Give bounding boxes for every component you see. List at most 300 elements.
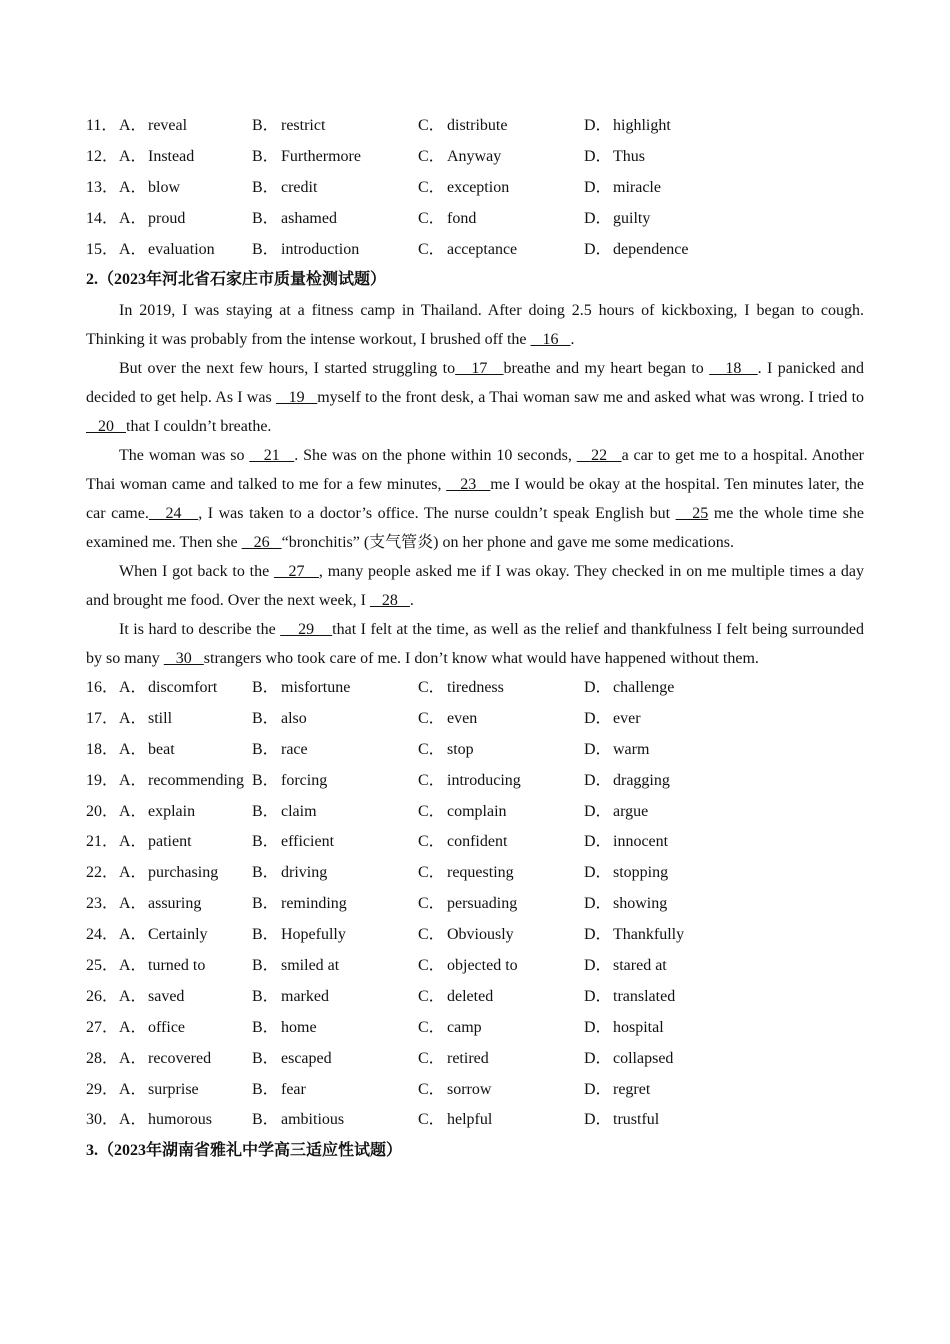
question-number: 26． bbox=[86, 987, 119, 1005]
option-letter: D． bbox=[584, 1049, 612, 1067]
option-d bbox=[584, 797, 750, 828]
question-number: 25． bbox=[86, 956, 119, 974]
option-letter: C． bbox=[418, 709, 445, 727]
option-a bbox=[119, 111, 252, 142]
question-row bbox=[86, 735, 864, 766]
option-letter: B． bbox=[252, 833, 279, 851]
option-letter: C． bbox=[418, 771, 445, 789]
option-text: sorrow bbox=[447, 1080, 492, 1098]
option-a bbox=[119, 142, 252, 173]
option-letter: A． bbox=[119, 1080, 147, 1098]
option-text: helpful bbox=[447, 1111, 493, 1129]
option-a bbox=[119, 797, 252, 828]
option-letter: B． bbox=[252, 987, 279, 1005]
option-text: recommending bbox=[148, 771, 244, 789]
option-text: Hopefully bbox=[281, 926, 346, 944]
option-letter: C． bbox=[418, 678, 445, 696]
option-d bbox=[584, 1075, 750, 1106]
passage-text: “bronchitis” (支气管炎) on her phone and gave me some medications. bbox=[281, 533, 734, 551]
option-letter: A． bbox=[119, 178, 147, 196]
option-text: credit bbox=[281, 178, 318, 196]
passage-paragraph bbox=[86, 296, 864, 354]
option-b bbox=[252, 827, 418, 858]
option-text: hospital bbox=[613, 1018, 664, 1036]
option-letter: B． bbox=[252, 709, 279, 727]
option-text: guilty bbox=[613, 209, 651, 227]
passage-paragraph bbox=[86, 441, 864, 557]
option-b bbox=[252, 920, 418, 951]
option-letter: D． bbox=[584, 956, 612, 974]
option-d bbox=[584, 1044, 750, 1075]
question-row bbox=[86, 173, 864, 204]
option-letter: B． bbox=[252, 740, 279, 758]
option-d bbox=[584, 204, 750, 235]
option-text: stop bbox=[447, 740, 474, 758]
option-letter: B． bbox=[252, 117, 279, 134]
option-c bbox=[418, 204, 584, 235]
question-row bbox=[86, 1105, 864, 1136]
question-number: 24． bbox=[86, 926, 119, 944]
option-letter: D． bbox=[584, 147, 612, 165]
option-a bbox=[119, 920, 252, 951]
cloze-blank: 20 bbox=[86, 417, 126, 435]
option-a bbox=[119, 1013, 252, 1044]
question-options-part2 bbox=[86, 673, 864, 1136]
option-d bbox=[584, 951, 750, 982]
option-a bbox=[119, 673, 252, 704]
option-letter: A． bbox=[119, 240, 147, 258]
option-letter: D． bbox=[584, 833, 612, 851]
option-a bbox=[119, 1075, 252, 1106]
option-letter: A． bbox=[119, 147, 147, 165]
option-text: saved bbox=[148, 987, 185, 1005]
passage-text: me I would be okay at the hospital. Ten minutes later, the car came. bbox=[86, 475, 865, 522]
passage-paragraph bbox=[86, 557, 864, 615]
option-text: stopping bbox=[613, 864, 669, 882]
option-text: regret bbox=[613, 1080, 651, 1098]
option-letter: B． bbox=[252, 864, 279, 882]
option-text: explain bbox=[148, 802, 196, 820]
option-c bbox=[418, 766, 584, 797]
option-d bbox=[584, 889, 750, 920]
passage-text: . bbox=[570, 330, 575, 348]
option-d bbox=[584, 142, 750, 173]
option-letter: B． bbox=[252, 1111, 279, 1129]
question-number: 29． bbox=[86, 1080, 119, 1098]
option-letter: D． bbox=[584, 740, 612, 758]
option-b bbox=[252, 982, 418, 1013]
option-d bbox=[584, 1013, 750, 1044]
option-letter: C． bbox=[418, 802, 445, 820]
option-c bbox=[418, 982, 584, 1013]
option-letter: A． bbox=[119, 802, 147, 820]
option-text: purchasing bbox=[148, 864, 219, 882]
option-letter: C． bbox=[418, 1049, 445, 1067]
question-row bbox=[86, 797, 864, 828]
passage-text: But over the next few hours, I started struggling to bbox=[119, 359, 456, 377]
cloze-blank: 28 bbox=[369, 591, 410, 609]
option-d bbox=[584, 704, 750, 735]
option-letter: C． bbox=[418, 740, 445, 758]
question-number: 27． bbox=[86, 1018, 119, 1036]
option-text: requesting bbox=[447, 864, 514, 882]
option-letter: A． bbox=[119, 956, 147, 974]
option-text: challenge bbox=[613, 678, 675, 696]
option-text: restrict bbox=[281, 117, 326, 134]
option-letter: A． bbox=[119, 987, 147, 1005]
option-letter: B． bbox=[252, 178, 279, 196]
option-c bbox=[418, 827, 584, 858]
cloze-passage bbox=[86, 296, 864, 673]
option-text: argue bbox=[613, 802, 649, 820]
option-letter: D． bbox=[584, 926, 612, 944]
option-text: smiled at bbox=[281, 956, 340, 974]
option-a bbox=[119, 1105, 252, 1136]
question-row bbox=[86, 858, 864, 889]
question-row bbox=[86, 1013, 864, 1044]
option-c bbox=[418, 920, 584, 951]
option-text: assuring bbox=[148, 895, 202, 913]
option-letter: B． bbox=[252, 802, 279, 820]
option-letter: B． bbox=[252, 895, 279, 913]
option-c bbox=[418, 797, 584, 828]
option-d bbox=[584, 827, 750, 858]
option-text: showing bbox=[613, 895, 668, 913]
option-text: home bbox=[281, 1018, 317, 1036]
question-row bbox=[86, 673, 864, 704]
option-letter: C． bbox=[418, 240, 445, 258]
passage-text: . I panicked and decided to get help. As I was bbox=[86, 359, 865, 406]
option-text: complain bbox=[447, 802, 507, 820]
passage-paragraph bbox=[86, 615, 864, 673]
option-b bbox=[252, 1013, 418, 1044]
option-text: misfortune bbox=[281, 678, 351, 696]
option-text: beat bbox=[148, 740, 175, 758]
option-letter: A． bbox=[119, 895, 147, 913]
option-text: ambitious bbox=[281, 1111, 345, 1129]
question-row bbox=[86, 982, 864, 1013]
option-a bbox=[119, 173, 252, 204]
option-c bbox=[418, 1105, 584, 1136]
passage-text: When I got back to the bbox=[119, 562, 275, 580]
option-text: Anyway bbox=[447, 147, 502, 165]
option-b bbox=[252, 142, 418, 173]
option-b bbox=[252, 766, 418, 797]
option-text: tiredness bbox=[447, 678, 504, 696]
option-a bbox=[119, 982, 252, 1013]
question-number: 11． bbox=[86, 117, 118, 134]
option-letter: C． bbox=[418, 956, 445, 974]
option-a bbox=[119, 889, 252, 920]
option-text: dependence bbox=[613, 240, 689, 258]
question-row bbox=[86, 1075, 864, 1106]
option-text: introducing bbox=[447, 771, 521, 789]
cloze-blank: 25 bbox=[675, 504, 709, 522]
option-c bbox=[418, 142, 584, 173]
passage-text: , I was taken to a doctor’s office. The nurse couldn’t speak English but bbox=[198, 504, 676, 522]
option-text: persuading bbox=[447, 895, 518, 913]
option-letter: D． bbox=[584, 987, 612, 1005]
option-letter: B． bbox=[252, 771, 279, 789]
option-letter: B． bbox=[252, 240, 279, 258]
document-page bbox=[86, 111, 864, 1167]
option-letter: A． bbox=[119, 833, 147, 851]
option-text: collapsed bbox=[613, 1049, 674, 1067]
option-b bbox=[252, 951, 418, 982]
option-b bbox=[252, 735, 418, 766]
option-a bbox=[119, 827, 252, 858]
passage-text: me the whole time she examined me. Then she bbox=[86, 504, 865, 551]
passage-text: strangers who took care of me. I don’t know what would have happened without them. bbox=[203, 649, 759, 667]
option-text: reveal bbox=[148, 117, 188, 134]
passage-text: that I couldn’t breathe. bbox=[126, 417, 272, 435]
option-text: turned to bbox=[148, 956, 206, 974]
option-c bbox=[418, 735, 584, 766]
passage-text: In 2019, I was staying at a fitness camp in Thailand. After doing 2.5 hours of kickboxing, I began to cough. Thinking it was probably from the intense workout, I brushed off the bbox=[86, 301, 864, 348]
question-number: 28． bbox=[86, 1049, 119, 1067]
question-row bbox=[86, 111, 864, 142]
question-number: 16． bbox=[86, 678, 119, 696]
cloze-blank: 16 bbox=[530, 330, 571, 348]
question-number: 14． bbox=[86, 209, 119, 227]
option-text: efficient bbox=[281, 833, 335, 851]
option-text: fond bbox=[447, 209, 477, 227]
option-letter: D． bbox=[584, 209, 612, 227]
option-text: deleted bbox=[447, 987, 494, 1005]
option-letter: D． bbox=[584, 178, 612, 196]
option-c bbox=[418, 673, 584, 704]
option-letter: A． bbox=[119, 771, 147, 789]
option-c bbox=[418, 1044, 584, 1075]
option-letter: C． bbox=[418, 1111, 445, 1129]
passage-text: The woman was so bbox=[119, 446, 250, 464]
option-letter: C． bbox=[418, 987, 445, 1005]
option-text: humorous bbox=[148, 1111, 212, 1129]
option-letter: B． bbox=[252, 209, 279, 227]
option-text: also bbox=[281, 709, 307, 727]
option-letter: B． bbox=[252, 147, 279, 165]
option-text: claim bbox=[281, 802, 317, 820]
option-d bbox=[584, 982, 750, 1013]
option-letter: C． bbox=[418, 864, 445, 882]
option-a bbox=[119, 1044, 252, 1075]
option-b bbox=[252, 704, 418, 735]
cloze-blank: 26 bbox=[241, 533, 282, 551]
question-row bbox=[86, 1044, 864, 1075]
option-a bbox=[119, 735, 252, 766]
option-text: blow bbox=[148, 178, 180, 196]
passage-paragraph bbox=[86, 354, 864, 441]
question-number: 30． bbox=[86, 1111, 119, 1129]
option-text: distribute bbox=[447, 117, 508, 134]
option-letter: A． bbox=[119, 1049, 147, 1067]
cloze-blank: 17 bbox=[455, 359, 504, 377]
question-number: 19． bbox=[86, 771, 119, 789]
option-text: stared at bbox=[613, 956, 667, 974]
option-b bbox=[252, 235, 418, 266]
option-b bbox=[252, 673, 418, 704]
option-letter: B． bbox=[252, 1018, 279, 1036]
option-letter: C． bbox=[418, 178, 445, 196]
question-number: 20． bbox=[86, 802, 119, 820]
question-row bbox=[86, 766, 864, 797]
option-b bbox=[252, 204, 418, 235]
option-b bbox=[252, 858, 418, 889]
option-letter: B． bbox=[252, 678, 279, 696]
option-text: evaluation bbox=[148, 240, 215, 258]
option-b bbox=[252, 889, 418, 920]
option-text: race bbox=[281, 740, 308, 758]
option-letter: A． bbox=[119, 1111, 147, 1129]
option-letter: A． bbox=[119, 117, 147, 134]
option-d bbox=[584, 1105, 750, 1136]
option-c bbox=[418, 951, 584, 982]
option-letter: A． bbox=[119, 926, 147, 944]
option-text: camp bbox=[447, 1018, 482, 1036]
option-letter: C． bbox=[418, 895, 445, 913]
passage-text: . bbox=[409, 591, 414, 609]
option-letter: D． bbox=[584, 678, 612, 696]
option-letter: D． bbox=[584, 709, 612, 727]
option-text: Certainly bbox=[148, 926, 208, 944]
option-text: Thus bbox=[613, 147, 645, 165]
cloze-blank: 24 bbox=[148, 504, 199, 522]
option-text: retired bbox=[447, 1049, 489, 1067]
cloze-blank: 30 bbox=[163, 649, 204, 667]
option-letter: D． bbox=[584, 895, 612, 913]
option-text: forcing bbox=[281, 771, 328, 789]
option-text: highlight bbox=[613, 117, 671, 134]
option-c bbox=[418, 1013, 584, 1044]
option-c bbox=[418, 889, 584, 920]
question-row bbox=[86, 204, 864, 235]
cloze-blank: 27 bbox=[274, 562, 319, 580]
option-c bbox=[418, 1075, 584, 1106]
option-text: ashamed bbox=[281, 209, 337, 227]
option-d bbox=[584, 173, 750, 204]
option-d bbox=[584, 858, 750, 889]
option-b bbox=[252, 797, 418, 828]
option-letter: C． bbox=[418, 926, 445, 944]
option-letter: C． bbox=[418, 833, 445, 851]
option-a bbox=[119, 204, 252, 235]
question-row bbox=[86, 951, 864, 982]
question-row bbox=[86, 920, 864, 951]
option-text: patient bbox=[148, 833, 192, 851]
cloze-blank: 22 bbox=[576, 446, 622, 464]
option-d bbox=[584, 766, 750, 797]
option-d bbox=[584, 235, 750, 266]
option-c bbox=[418, 704, 584, 735]
option-text: miracle bbox=[613, 178, 661, 196]
passage-text: breathe and my heart began to bbox=[503, 359, 710, 377]
option-text: innocent bbox=[613, 833, 669, 851]
option-letter: D． bbox=[584, 1111, 612, 1129]
option-text: Obviously bbox=[447, 926, 514, 944]
option-b bbox=[252, 173, 418, 204]
option-text: exception bbox=[447, 178, 510, 196]
cloze-blank: 18 bbox=[709, 359, 758, 377]
option-c bbox=[418, 235, 584, 266]
passage-text: myself to the front desk, a Thai woman saw me and asked what was wrong. I tried to bbox=[317, 388, 865, 406]
option-a bbox=[119, 858, 252, 889]
passage-text: a car to get me to a hospital. Another Thai woman came and talked to me for a few minutes, bbox=[86, 446, 865, 493]
option-letter: A． bbox=[119, 864, 147, 882]
option-a bbox=[119, 766, 252, 797]
option-b bbox=[252, 111, 418, 142]
option-letter: D． bbox=[584, 802, 612, 820]
option-letter: B． bbox=[252, 956, 279, 974]
option-letter: B． bbox=[252, 1080, 279, 1098]
option-a bbox=[119, 704, 252, 735]
option-text: reminding bbox=[281, 895, 347, 913]
question-row bbox=[86, 889, 864, 920]
question-row bbox=[86, 827, 864, 858]
question-row bbox=[86, 142, 864, 173]
option-text: dragging bbox=[613, 771, 670, 789]
option-c bbox=[418, 173, 584, 204]
cloze-blank: 23 bbox=[446, 475, 491, 493]
option-letter: C． bbox=[418, 117, 445, 134]
option-text: confident bbox=[447, 833, 508, 851]
option-letter: D． bbox=[584, 117, 612, 134]
option-letter: C． bbox=[418, 1018, 445, 1036]
question-number: 13． bbox=[86, 178, 119, 196]
option-letter: A． bbox=[119, 1018, 147, 1036]
option-letter: D． bbox=[584, 771, 612, 789]
cloze-blank: 21 bbox=[249, 446, 295, 464]
question-number: 23． bbox=[86, 895, 119, 913]
option-letter: D． bbox=[584, 240, 612, 258]
option-letter: C． bbox=[418, 147, 445, 165]
option-a bbox=[119, 235, 252, 266]
question-number: 15． bbox=[86, 240, 119, 258]
option-a bbox=[119, 951, 252, 982]
option-letter: D． bbox=[584, 1018, 612, 1036]
option-text: ever bbox=[613, 709, 641, 727]
option-text: Instead bbox=[148, 147, 195, 165]
passage-text: , many people asked me if I was okay. They checked in on me multiple times a day and brought me food. Over the next week, I bbox=[86, 562, 865, 609]
option-d bbox=[584, 673, 750, 704]
option-text: Furthermore bbox=[281, 147, 361, 165]
option-letter: A． bbox=[119, 678, 147, 696]
option-letter: A． bbox=[119, 740, 147, 758]
option-d bbox=[584, 111, 750, 142]
option-d bbox=[584, 920, 750, 951]
question-row bbox=[86, 235, 864, 266]
option-text: surprise bbox=[148, 1080, 199, 1098]
section-2-title: 2.（2023年河北省石家庄市质量检测试题） bbox=[86, 271, 387, 289]
option-text: still bbox=[148, 709, 173, 727]
option-letter: C． bbox=[418, 209, 445, 227]
option-text: escaped bbox=[281, 1049, 332, 1067]
question-number: 22． bbox=[86, 864, 119, 882]
option-d bbox=[584, 735, 750, 766]
question-number: 21． bbox=[86, 833, 119, 851]
question-number: 12． bbox=[86, 147, 119, 165]
option-text: discomfort bbox=[148, 678, 218, 696]
passage-text: It is hard to describe the bbox=[119, 620, 281, 638]
option-text: even bbox=[447, 709, 478, 727]
option-letter: A． bbox=[119, 209, 147, 227]
option-text: introduction bbox=[281, 240, 360, 258]
option-text: office bbox=[148, 1018, 186, 1036]
option-letter: A． bbox=[119, 709, 147, 727]
question-number: 18． bbox=[86, 740, 119, 758]
option-text: fear bbox=[281, 1080, 306, 1098]
option-letter: B． bbox=[252, 1049, 279, 1067]
option-text: recovered bbox=[148, 1049, 212, 1067]
